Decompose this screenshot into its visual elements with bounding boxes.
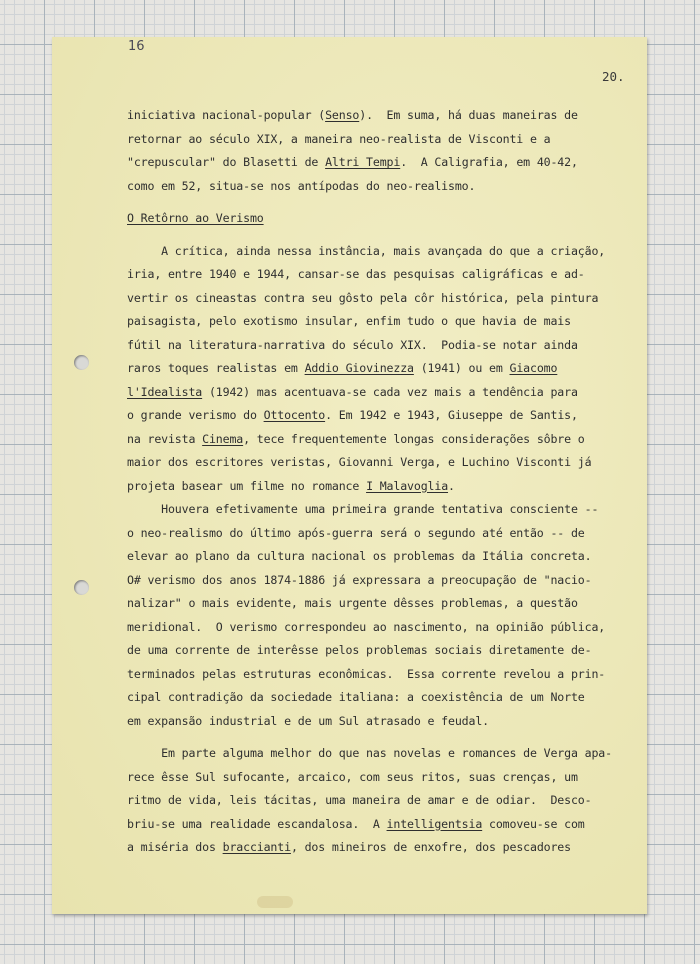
text-line <box>127 175 617 199</box>
text-line <box>127 240 617 264</box>
text-segment: nalizar" o mais evidente, mais urgente dêsses problemas, a questão <box>127 596 578 610</box>
text-segment: terminados pelas estruturas econômicas. Essa corrente revelou a prin- <box>127 666 606 681</box>
text-segment: maior dos escritores veristas, Giovanni Verga, e Luchino Visconti já <box>127 455 592 469</box>
text-line <box>127 663 617 687</box>
text-segment: "crepuscular" do Blasetti de <box>127 155 326 169</box>
text-segment: o grande verismo do <box>127 408 264 422</box>
text-line <box>127 404 617 428</box>
text-segment: de uma corrente de interêsse pelos problemas sociais diretamente de- <box>127 643 592 657</box>
text-line <box>127 498 617 522</box>
archive-number: 16 <box>128 39 145 54</box>
text-segment: (1941) ou em <box>413 361 510 375</box>
underlined-title: l'Idealista <box>127 384 203 399</box>
text-line <box>127 686 617 710</box>
text-line <box>127 766 617 790</box>
text-segment: paisagista, pelo exotismo insular, enfim tudo o que havia de mais <box>127 314 571 328</box>
punch-hole <box>74 355 89 370</box>
paragraph-gap <box>127 231 617 240</box>
text-segment: ). Em suma, há duas maneiras de <box>359 108 578 122</box>
underlined-title: Addio Giovinezza <box>304 361 414 375</box>
text-line <box>127 742 617 766</box>
page-number: 20. <box>602 69 625 84</box>
text-segment: , tece frequentemente longas considerações sôbre o <box>243 431 585 446</box>
text-segment: elevar ao plano da cultura nacional os problemas da Itália concreta. <box>127 549 592 563</box>
text-segment: rece êsse Sul sufocante, arcaico, com seus ritos, suas crenças, um <box>127 769 578 784</box>
text-line <box>127 310 617 334</box>
text-segment: O# verismo dos anos 1874-1886 já expressara a preocupação de "nacio- <box>127 572 592 587</box>
text-line <box>127 475 617 499</box>
text-line <box>127 569 617 593</box>
underlined-title: Cinema <box>202 431 244 446</box>
underlined-title: O Retôrno ao Verismo <box>127 211 264 225</box>
text-segment: em expansão industrial e de um Sul atrasado e feudal. <box>127 713 489 728</box>
text-segment: a miséria dos <box>127 840 223 854</box>
text-segment: . Em 1942 e 1943, Giuseppe de Santis, <box>325 408 578 422</box>
text-segment: iria, entre 1940 e 1944, cansar-se das pesquisas caligráficas e ad- <box>127 267 585 281</box>
text-segment: ritmo de vida, leis tácitas, uma maneira de amar e de odiar. Desco- <box>127 793 592 807</box>
text-line <box>127 451 617 475</box>
text-line <box>127 545 617 569</box>
text-line <box>127 381 617 405</box>
text-line <box>127 207 617 231</box>
stain-mark <box>257 896 293 908</box>
text-segment: (1942) mas acentuava-se cada vez mais a tendência para <box>202 384 578 399</box>
text-segment: Em parte alguma melhor do que nas novelas e romances de Verga apa- <box>127 746 612 760</box>
typewritten-page <box>52 37 647 914</box>
text-segment: . A Caligrafia, em 40-42, <box>400 155 578 169</box>
text-segment: retornar ao século XIX, a maneira neo-realista de Visconti e a <box>127 131 551 146</box>
text-segment: , dos mineiros de enxofre, dos pescadores <box>290 840 571 854</box>
text-segment: A crítica, ainda nessa instância, mais avançada do que a criação, <box>127 243 606 258</box>
text-line <box>127 334 617 358</box>
text-line <box>127 789 617 813</box>
text-line <box>127 357 617 381</box>
text-line <box>127 128 617 152</box>
text-segment: Houvera efetivamente uma primeira grande tentativa consciente -- <box>127 502 599 516</box>
text-line <box>127 287 617 311</box>
text-segment: comoveu-se com <box>482 816 585 831</box>
text-segment: cipal contradição da sociedade italiana: a coexistência de um Norte <box>127 690 585 704</box>
underlined-title: Giacomo <box>509 361 558 375</box>
text-segment: como em 52, situa-se nos antípodas do neo-realismo. <box>127 178 476 193</box>
body-text <box>127 104 617 860</box>
text-segment: iniciativa nacional-popular ( <box>127 108 326 122</box>
text-line <box>127 104 617 128</box>
text-line <box>127 428 617 452</box>
underlined-title: Altri Tempi <box>325 155 401 169</box>
text-segment: na revista <box>127 431 203 446</box>
text-line <box>127 836 617 860</box>
underlined-title: braccianti <box>222 840 291 854</box>
text-segment: fútil na literatura-narrativa do século XIX. Podia-se notar ainda <box>127 337 578 352</box>
text-line <box>127 263 617 287</box>
text-line <box>127 813 617 837</box>
text-line <box>127 616 617 640</box>
text-segment: briu-se uma realidade escandalosa. A <box>127 816 387 831</box>
underlined-title: I Malavoglia <box>366 478 449 493</box>
text-segment: o neo-realismo do último após-guerra será o segundo até então -- de <box>127 525 585 540</box>
paragraph-gap <box>127 733 617 742</box>
underlined-title: Senso <box>325 108 360 122</box>
text-segment: projeta basear um filme no romance <box>127 478 367 493</box>
paragraph-gap <box>127 198 617 207</box>
text-segment: vertir os cineastas contra seu gôsto pela côr histórica, pela pintura <box>127 290 599 305</box>
text-line <box>127 522 617 546</box>
underlined-title: intelligentsia <box>386 816 483 831</box>
text-segment: raros toques realistas em <box>127 361 305 375</box>
text-segment: . <box>448 478 455 493</box>
text-segment: meridional. O verismo correspondeu ao nascimento, na opinião pública, <box>127 619 606 634</box>
punch-hole <box>74 580 89 595</box>
text-line <box>127 151 617 175</box>
text-line <box>127 710 617 734</box>
text-line <box>127 592 617 616</box>
underlined-title: Ottocento <box>263 408 326 422</box>
text-line <box>127 639 617 663</box>
